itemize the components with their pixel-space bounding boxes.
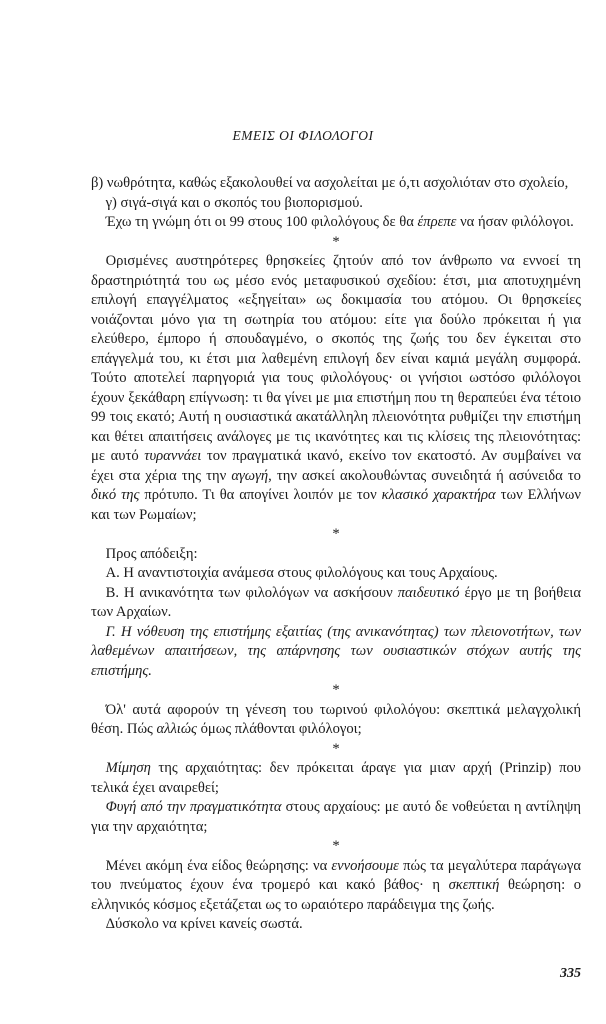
italic-span: αλλιώς	[156, 721, 197, 737]
text-span: στους αρχαίους: με αυτό δε νοθεύεται η αντίληψη για την αρχαιότητα;	[91, 799, 581, 835]
italic-span: εννοήσουμε	[331, 857, 399, 874]
text-span: Β. Η ανικανότητα των φιλολόγων να ασκήσουν	[105, 584, 398, 601]
section-separator: *	[332, 682, 340, 698]
paragraph	[91, 623, 581, 682]
italic-span: Γ.	[105, 623, 121, 640]
italic-span: παιδευτικό	[397, 584, 460, 601]
text-span: Όλ' αυτά αφορούν τη γένεση του τωρινού φιλολόγου: σκεπτικά μελαγχολική θέση. Πώς	[91, 701, 581, 737]
text-span: τον πραγματικά ικανό, εκείνο τον εκατοστό. Αν συμβαίνει να έχει στα χέρια της την	[91, 448, 581, 484]
italic-span: Μίμηση	[105, 760, 151, 776]
paragraph	[91, 545, 581, 565]
italic-span: κλασικό χαρακτήρα	[381, 487, 496, 503]
text-span: Ορισμένες αυστηρότερες θρησκείες ζητούν από τον άνθρωπο να εννοεί τη δραστηριότητά του ως μέσο ενός μεταφυσικού σχεδίου: έτσι, μια αποτυχημένη επιλογή επαγγέλματος «εξηγείται» ως δοκιμασία του ατόμου. Οι θρησκείες νοιάζονται μόνο για τη σωτηρία του ατόμου: είτε για δούλο πρόκειται ή για ελεύθερο, έμπορο ή σπουδαγμένο, ο σκοπός της ζωής του δεν έγκειται στο επάγγελμά του, κι έτσι μια λαθεμένη επιλογή δεν είναι καμιά μεγάλη συμφορά. Τούτο αποτελεί παρηγοριά για τους φιλολόγους· οι γνήσιοι ωστόσο φιλόλογοι έχουν ξεκάθαρη επίγνωση: τι θα γίνει με μια επιστήμη που τη θεραπεύει ένα τέτοιο 99 τοις εκατό; Αυτή η ουσιαστικά ακατάλληλη πλειονότητα ρυθμίζει την επιστήμη και θέτει απαιτήσεις ανάλογες με τις ικανότητες και τις κλίσεις της πλειονότητας: με αυτό	[91, 253, 581, 464]
section-separator: *	[332, 838, 340, 854]
paragraph	[91, 564, 581, 584]
text-span: πώς τα μεγαλύτερα παράγωγα του πνεύματος έχουν ένα τρομερό και κακό βάθος· η	[91, 857, 581, 893]
paragraph	[91, 857, 581, 916]
paragraph	[91, 798, 581, 837]
paragraph	[91, 174, 581, 194]
text-span: Δύσκολο να κρίνει κανείς σωστά.	[105, 916, 303, 932]
italic-span: σκεπτική	[448, 877, 500, 893]
text-span: να ήσαν φιλόλογοι.	[456, 214, 574, 230]
paragraph	[91, 194, 581, 214]
text-line: β) νωθρότητα, καθώς εξακολουθεί να ασχολείται με ό,τι ασχολιόταν στο σχολείο,	[91, 175, 569, 191]
paragraph	[91, 701, 581, 740]
text-span: θεώρηση: ο ελληνικός κόσμος εξετάζεται ως το ωραιότερο παράδειγμα της ζωής.	[91, 877, 581, 913]
text-span: Προς απόδειξη:	[105, 545, 198, 562]
text-span: όμως πλάθονται φιλόλογοι;	[196, 721, 362, 737]
paragraph	[91, 213, 581, 233]
text-span: πρότυπο. Τι θα απογίνει λοιπόν με τον	[139, 487, 382, 503]
paragraph	[91, 252, 581, 525]
section-separator: *	[332, 740, 340, 757]
page-body	[91, 174, 581, 935]
paragraph	[91, 915, 581, 935]
text-span: της αρχαιότητας: δεν πρόκειται άραγε για μιαν αρχή (Prinzip) που τελικά έχει αναιρεθεί;	[91, 760, 581, 796]
text-span: Έχω τη γνώμη ότι οι 99 στους 100 φιλολόγους δε θα	[105, 214, 418, 230]
text-span: έργο με τη βοήθεια των Αρχαίων.	[91, 584, 581, 620]
italic-span: Η νόθευση της επιστήμης εξαιτίας (της ανικανότητας) των πλειονοτήτων, των λαθεμένων απαιτήσεων, της απάρνησης των ουσιαστικών στόχων αυτής της επιστήμης.	[91, 623, 582, 679]
italic-span: αγωγή	[231, 467, 269, 484]
section-separator: *	[332, 526, 340, 542]
paragraph	[91, 759, 581, 798]
running-header: ΕΜΕΙΣ ΟΙ ΦΙΛΟΛΟΓΟΙ	[232, 128, 374, 143]
paragraph	[91, 584, 581, 623]
page-number: 335	[560, 966, 581, 981]
italic-span: έπρεπε	[417, 214, 457, 230]
text-span: των Ελλήνων και των Ρωμαίων;	[91, 487, 581, 523]
italic-span: δικό της	[91, 487, 140, 503]
text-span: Μένει ακόμη ένα είδος θεώρησης: να	[105, 857, 332, 874]
italic-span: τυραννάει	[144, 448, 202, 464]
text-span: , την ασκεί ακολουθώντας συνειδητά ή ασύνειδα το	[268, 467, 581, 484]
text-line: γ) σιγά-σιγά και ο σκοπός του βιοπορισμού.	[105, 194, 363, 211]
italic-span: Φυγή από την πραγματικότητα	[105, 799, 282, 815]
section-separator: *	[332, 233, 340, 250]
text-span: Α. Η αναντιστοιχία ανάμεσα στους φιλολόγους και τους Αρχαίους.	[105, 565, 498, 581]
